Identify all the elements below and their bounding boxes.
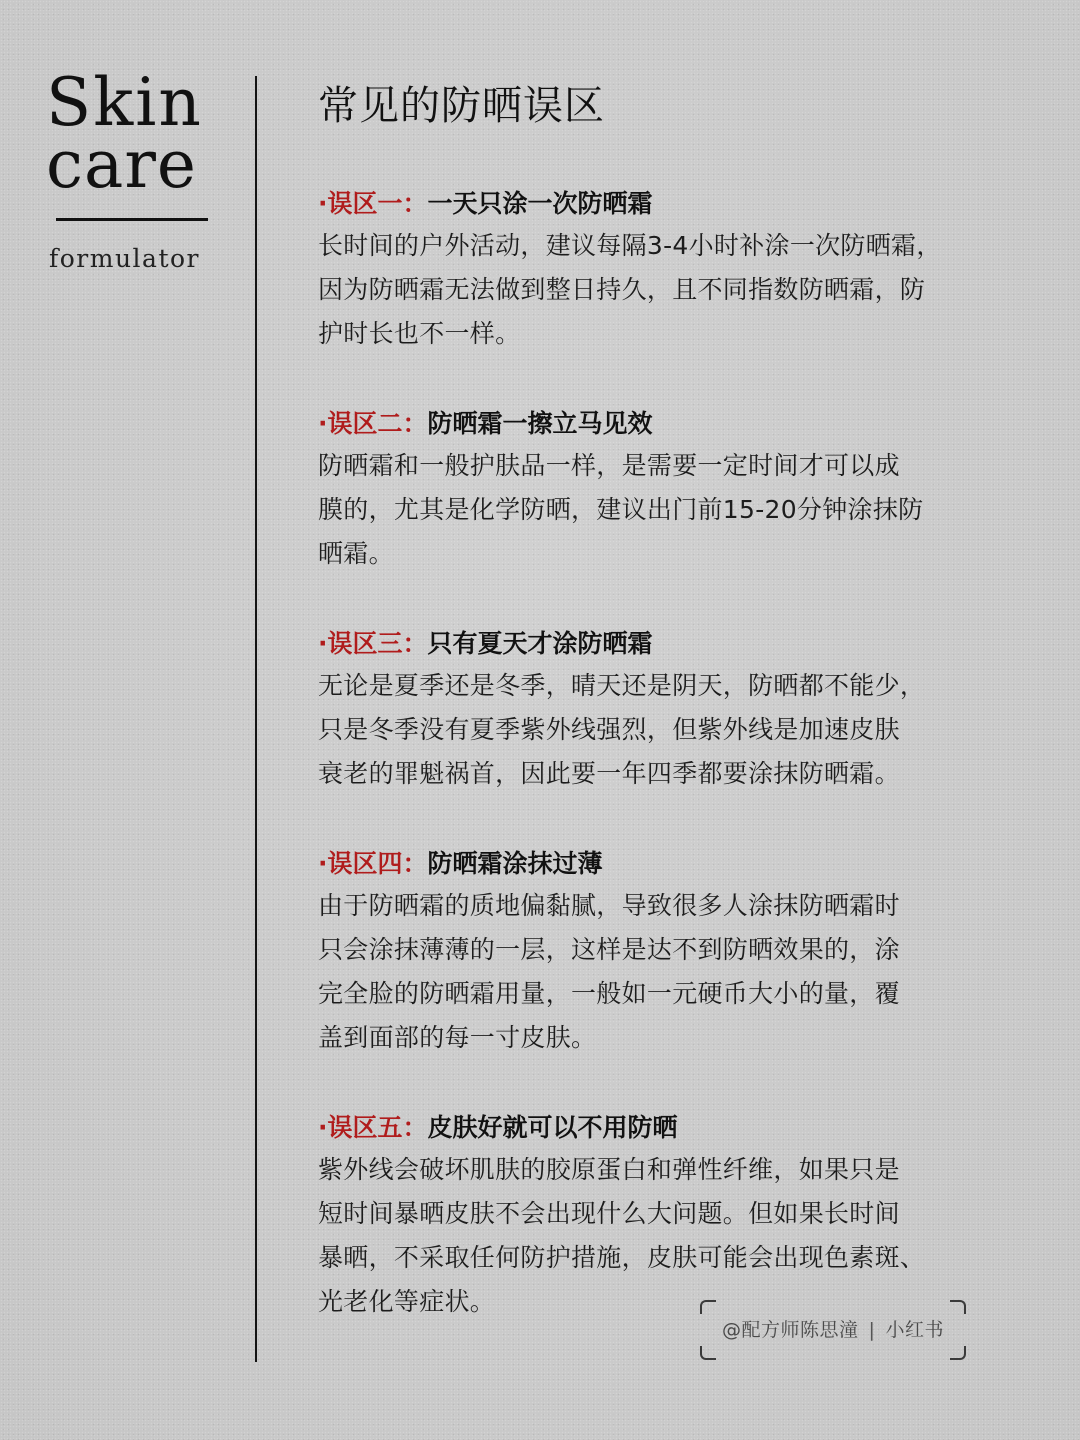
body-line: 只是冬季没有夏季紫外线强烈，但紫外线是加速皮肤 — [318, 715, 900, 744]
bullet-dot: · — [318, 1113, 328, 1142]
bullet-dot: · — [318, 629, 328, 658]
myth-heading — [318, 1108, 1028, 1148]
myth-section-5 — [318, 1108, 1028, 1324]
body-line: 无论是夏季还是冬季，晴天还是阴天，防晒都不能少， — [318, 671, 926, 700]
brand-word-care: care — [46, 126, 197, 203]
myth-tag: 误区一： — [327, 189, 428, 218]
bullet-dot: · — [318, 409, 328, 438]
watermark-author: @配方师陈思潼 — [722, 1319, 859, 1341]
body-line: 长时间的户外活动，建议每隔3-4小时补涂一次防晒霜， — [318, 231, 942, 260]
vertical-divider — [255, 76, 257, 1362]
corner-bracket-icon — [700, 1346, 716, 1360]
brand-logo — [46, 64, 216, 273]
myth-body — [318, 444, 1028, 576]
watermark-platform: 小红书 — [885, 1319, 944, 1341]
myth-title: 一天只涂一次防晒霜 — [427, 189, 653, 218]
body-line: 暴晒，不采取任何防护措施，皮肤可能会出现色素斑、 — [318, 1243, 926, 1272]
brand-word-skin: Skin — [46, 64, 203, 141]
myth-body — [318, 664, 1028, 796]
corner-bracket-icon — [700, 1300, 716, 1314]
myth-section-1 — [318, 184, 1028, 356]
myth-heading — [318, 184, 1028, 224]
body-line: 光老化等症状。 — [318, 1287, 496, 1316]
bullet-dot: · — [318, 849, 328, 878]
body-line: 衰老的罪魁祸首，因此要一年四季都要涂抹防晒霜。 — [318, 759, 900, 788]
myth-tag: 误区二： — [327, 409, 428, 438]
body-line: 紫外线会破坏肌肤的胶原蛋白和弹性纤维，如果只是 — [318, 1155, 900, 1184]
myth-tag: 误区四： — [327, 849, 428, 878]
corner-bracket-icon — [950, 1300, 966, 1314]
myth-tag: 误区三： — [327, 629, 428, 658]
brand-subtitle: formulator — [49, 244, 201, 273]
myth-section-4 — [318, 844, 1028, 1060]
body-line: 盖到面部的每一寸皮肤。 — [318, 1023, 597, 1052]
bullet-dot: · — [318, 189, 328, 218]
brand-underline — [56, 218, 208, 221]
body-line: 晒霜。 — [318, 539, 394, 568]
body-line: 由于防晒霜的质地偏黏腻，导致很多人涂抹防晒霜时 — [318, 891, 900, 920]
myth-tag: 误区五： — [327, 1113, 428, 1142]
body-line: 完全脸的防晒霜用量，一般如一元硬币大小的量，覆 — [318, 979, 900, 1008]
myth-heading — [318, 844, 1028, 884]
myth-section-2 — [318, 404, 1028, 576]
body-line: 只会涂抹薄薄的一层，这样是达不到防晒效果的，涂 — [318, 935, 900, 964]
body-line: 因为防晒霜无法做到整日持久，且不同指数防晒霜，防 — [318, 275, 926, 304]
myth-heading — [318, 404, 1028, 444]
myth-body — [318, 1148, 1028, 1324]
myth-title: 皮肤好就可以不用防晒 — [427, 1113, 678, 1142]
corner-bracket-icon — [950, 1346, 966, 1360]
myth-section-3 — [318, 624, 1028, 796]
body-line: 短时间暴晒皮肤不会出现什么大问题。但如果长时间 — [318, 1199, 900, 1228]
watermark-separator: | — [868, 1319, 876, 1341]
myth-body — [318, 884, 1028, 1060]
body-line: 护时长也不一样。 — [318, 319, 521, 348]
body-line: 防晒霜和一般护肤品一样，是需要一定时间才可以成 — [318, 451, 900, 480]
article-content — [318, 80, 1028, 1372]
myth-title: 防晒霜一擦立马见效 — [427, 409, 653, 438]
myth-title: 只有夏天才涂防晒霜 — [427, 629, 653, 658]
body-line: 膜的，尤其是化学防晒，建议出门前15-20分钟涂抹防 — [318, 495, 924, 524]
watermark-text — [700, 1317, 966, 1343]
myth-heading — [318, 624, 1028, 664]
page-title: 常见的防晒误区 — [318, 83, 605, 129]
myth-title: 防晒霜涂抹过薄 — [427, 849, 603, 878]
author-watermark — [700, 1300, 966, 1360]
myth-body — [318, 224, 1028, 356]
